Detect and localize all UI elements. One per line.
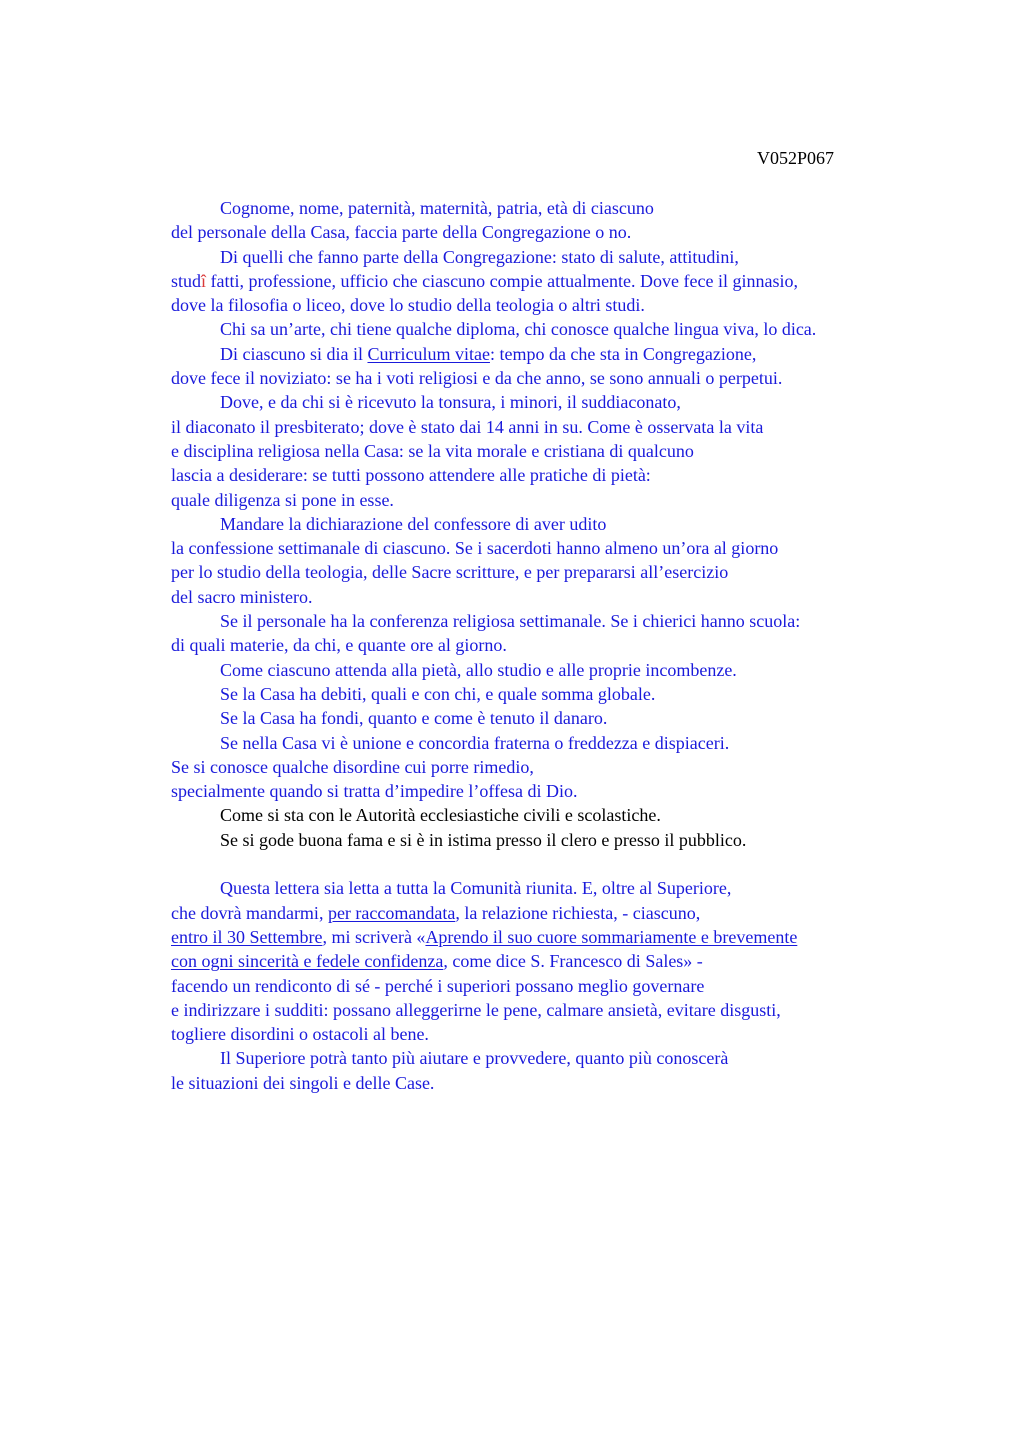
text-segment: che dovrà mandarmi,: [171, 902, 328, 923]
text-segment: , mi scriverà «: [322, 926, 426, 947]
letter-body: [171, 196, 951, 1095]
text-line: specialmente quando si tratta d’impedire l’offesa di Dio.: [171, 781, 578, 802]
text-line: e indirizzare i sudditi: possano alleggerirne le pene, calmare ansietà, evitare disgusti,: [171, 999, 781, 1020]
underlined-phrase: con ogni sincerità e fedele confidenza: [171, 951, 444, 972]
text-line: facendo un rendiconto di sé - perché i superiori possano meglio governare: [171, 975, 705, 996]
text-line: Mandare la dichiarazione del confessore di aver udito: [220, 513, 607, 534]
text-segment: , come dice S. Francesco di Sales» -: [443, 951, 703, 972]
text-line: Se si gode buona fama e si è in istima presso il clero e presso il pubblico.: [220, 829, 747, 850]
underlined-phrase: entro il 30 Settembre: [171, 926, 323, 947]
text-line: Se nella Casa vi è unione e concordia fraterna o freddezza e dispiaceri.: [220, 732, 730, 753]
text-line: togliere disordini o ostacoli al bene.: [171, 1024, 429, 1045]
text-line: e disciplina religiosa nella Casa: se la vita morale e cristiana di qualcuno: [171, 440, 694, 461]
text-line: Se la Casa ha debiti, quali e con chi, e quale somma globale.: [220, 683, 656, 704]
text-line: di quali materie, da chi, e quante ore al giorno.: [171, 635, 507, 656]
text-line: Chi sa un’arte, chi tiene qualche diploma, chi conosce qualche lingua viva, lo dica.: [220, 319, 817, 340]
underlined-phrase: per raccomandata: [327, 902, 456, 923]
text-segment: : tempo da che sta in Congregazione,: [489, 343, 757, 364]
text-line: Come si sta con le Autorità ecclesiastiche civili e scolastiche.: [220, 805, 661, 826]
text-segment: Di ciascuno si dia il: [220, 343, 368, 364]
underlined-phrase: Curriculum vitae: [367, 343, 490, 364]
text-line: [171, 949, 951, 973]
text-segment: , la relazione richiesta, - ciascuno,: [455, 902, 701, 923]
text-line: il diaconato il presbiterato; dove è stato dai 14 anni in su. Come è osservata la vita: [171, 416, 764, 437]
text-line: del personale della Casa, faccia parte della Congregazione o no.: [171, 222, 632, 243]
accented-char: î: [201, 270, 207, 291]
text-line: le situazioni dei singoli e delle Case.: [171, 1072, 435, 1093]
text-segment: fatti, professione, ufficio che ciascuno compie attualmente. Dove fece il ginnasio,: [206, 270, 798, 291]
text-line: la confessione settimanale di ciascuno. Se i sacerdoti hanno almeno un’ora al giorno: [171, 538, 779, 559]
page-reference: V052P067: [757, 148, 835, 168]
text-line: Se la Casa ha fondi, quanto e come è tenuto il danaro.: [220, 708, 608, 729]
paragraph-spacer: [171, 852, 951, 876]
text-line: quale diligenza si pone in esse.: [171, 489, 394, 510]
text-line: Cognome, nome, paternità, maternità, patria, età di ciascuno: [220, 198, 654, 218]
text-line: Dove, e da chi si è ricevuto la tonsura, i minori, il suddiaconato,: [220, 392, 681, 413]
text-line: lascia a desiderare: se tutti possono attendere alle pratiche di pietà:: [171, 465, 651, 486]
text-line: Il Superiore potrà tanto più aiutare e provvedere, quanto più conoscerà: [220, 1048, 729, 1069]
text-line: Questa lettera sia letta a tutta la Comunità riunita. E, oltre al Superiore,: [220, 878, 732, 899]
underlined-phrase: Aprendo il suo cuore sommariamente e brevemente: [425, 926, 798, 947]
text-line: dove fece il noviziato: se ha i voti religiosi e da che anno, se sono annuali o perpetui.: [171, 368, 783, 389]
text-line: Se il personale ha la conferenza religiosa settimanale. Se i chierici hanno scuola:: [220, 611, 801, 632]
text-segment: stud: [171, 270, 202, 291]
text-line: [171, 925, 951, 949]
text-line: [171, 342, 951, 366]
text-line: Come ciascuno attenda alla pietà, allo studio e alle proprie incombenze.: [220, 659, 737, 680]
text-line: Di quelli che fanno parte della Congregazione: stato di salute, attitudini,: [220, 246, 739, 267]
text-line: per lo studio della teologia, delle Sacre scritture, e per prepararsi all’esercizio: [171, 562, 729, 583]
text-line: [171, 269, 951, 293]
text-line: del sacro ministero.: [171, 586, 313, 607]
text-line: Se si conosce qualche disordine cui porre rimedio,: [171, 756, 534, 777]
text-line: dove la filosofia o liceo, dove lo studio della teologia o altri studi.: [171, 295, 645, 316]
text-line: [171, 901, 951, 925]
